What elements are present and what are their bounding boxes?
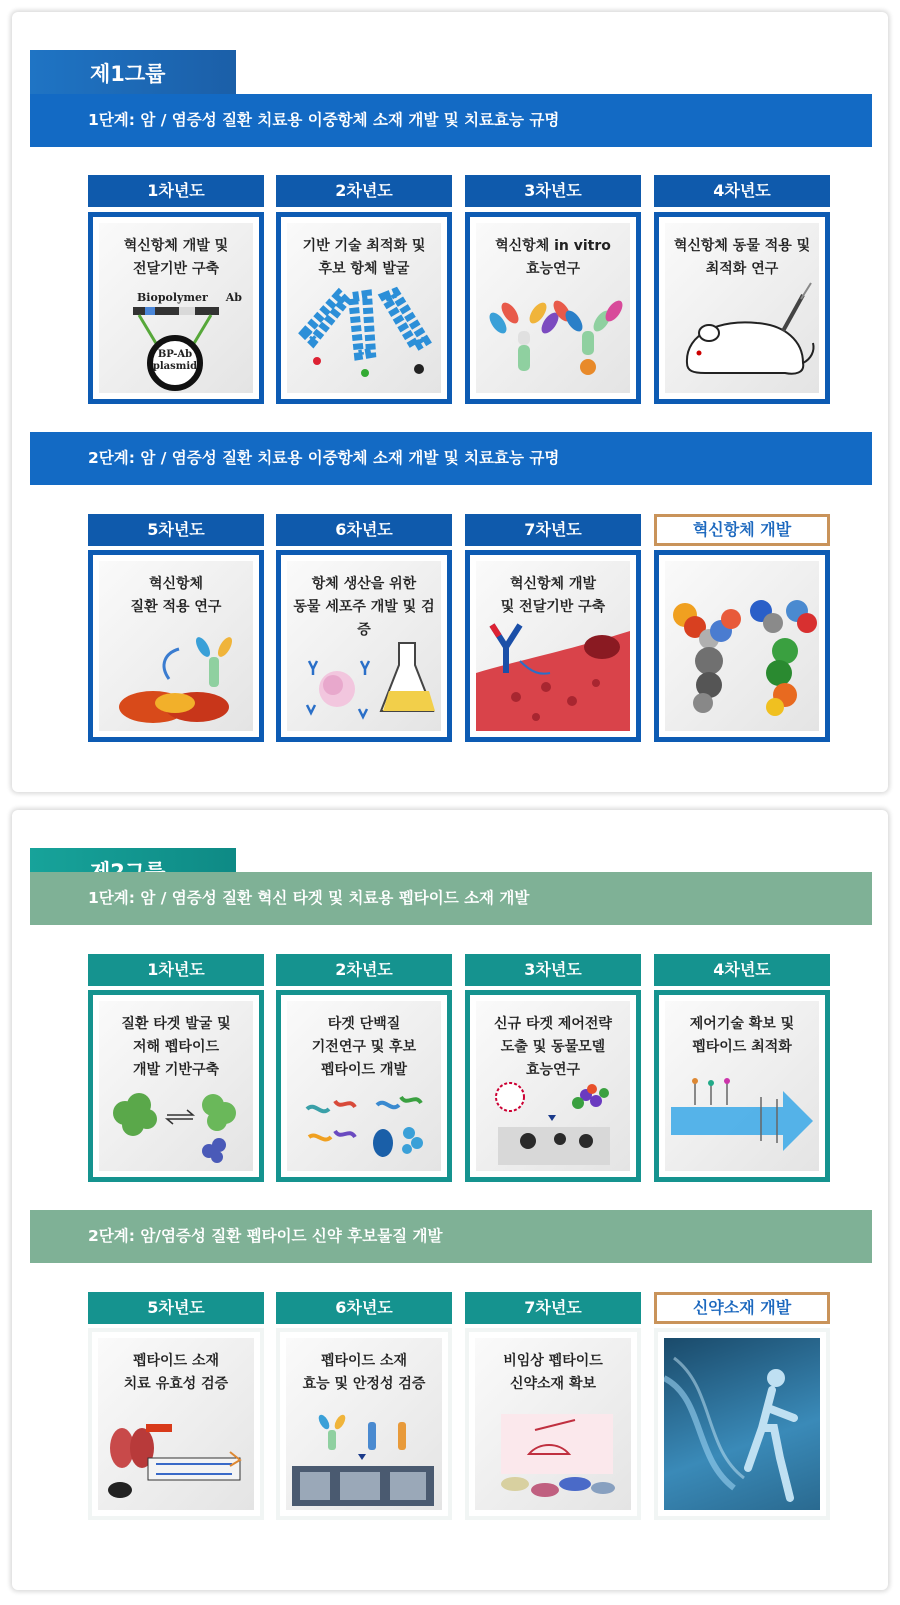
g2-card-year-4 [654,990,830,1182]
g2-card-5-text: 펩타이드 소재 치료 유효성 검증 [123,1353,229,1392]
g1-goal-label: 혁신항체 개발 [654,514,830,546]
g1-card-4-text: 혁신항체 동물 적용 및 최적화 연구 [673,238,811,277]
g1-year-5-label: 5차년도 [88,514,264,546]
plasmid-label-biopolymer: Biopolymer Ab [137,291,242,304]
g2-card-year-7 [465,1328,641,1520]
g1-card-year-4 [654,212,830,404]
g2-year-4-label: 4차년도 [654,954,830,986]
g1-card-year-2 [276,212,452,404]
g1-year-2-label: 2차년도 [276,175,452,207]
group1-title: 제1그룹 [30,50,236,98]
g2-card-year-1 [88,990,264,1182]
g1-card-year-6 [276,550,452,742]
g2-goal-label: 신약소재 개발 [654,1292,830,1324]
group1-panel [12,12,888,792]
g1-year-1-label: 1차년도 [88,175,264,207]
g2-card-year-3 [465,990,641,1182]
g2-card-6-text: 펩타이드 소재 효능 및 안정성 검증 [302,1353,426,1392]
g1-card-6-text: 항체 생산을 위한 동물 세포주 개발 및 검증 [293,576,435,638]
g1-card-7-text: 혁신항체 개발 및 전달기반 구축 [500,576,606,615]
g1-card-year-5 [88,550,264,742]
g2-card-7-text: 비임상 펩타이드 신약소재 확보 [503,1353,603,1392]
g1-card-1-text: 혁신항체 개발 및 전달기반 구축 [123,238,229,277]
g2-card-year-2 [276,990,452,1182]
g2-year-1-label: 1차년도 [88,954,264,986]
group2-panel [12,810,888,1590]
g1-card-5-text: 혁신항체 질환 적용 연구 [130,576,222,615]
g2-card-3-text: 신규 타겟 제어전략 도출 및 동물모델 효능연구 [494,1016,612,1078]
protein-structure-icon [665,561,819,731]
g1-year-6-label: 6차년도 [276,514,452,546]
g2-card-2-text: 타겟 단백질 기전연구 및 후보 펩타이드 개발 [311,1016,417,1078]
g2-card-goal [654,1328,830,1520]
g1-year-7-label: 7차년도 [465,514,641,546]
g2-year-5-label: 5차년도 [88,1292,264,1324]
g2-year-6-label: 6차년도 [276,1292,452,1324]
group2-stage1-bar: 1단계: 암 / 염증성 질환 혁신 타겟 및 치료용 펩타이드 소재 개발 [30,872,872,925]
g1-card-year-3 [465,212,641,404]
group1-stage1-bar: 1단계: 암 / 염증성 질환 치료용 이중항체 소재 개발 및 치료효능 규명 [30,94,872,147]
g1-year-4-label: 4차년도 [654,175,830,207]
group2-stage2-bar: 2단계: 암/염증성 질환 펩타이드 신약 후보물질 개발 [30,1210,872,1263]
plasmid-label-bp-ab: BP-Ab plasmid [152,349,198,372]
g2-card-4-text: 제어기술 확보 및 펩타이드 최적화 [689,1016,795,1055]
g2-year-7-label: 7차년도 [465,1292,641,1324]
g1-card-goal [654,550,830,742]
g2-year-3-label: 3차년도 [465,954,641,986]
g1-card-year-7 [465,550,641,742]
g2-card-year-6 [276,1328,452,1520]
g1-card-year-1 [88,212,264,404]
g2-year-2-label: 2차년도 [276,954,452,986]
g2-card-1-text: 질환 타겟 발굴 및 저해 펩타이드 개발 기반구축 [121,1016,231,1078]
human-body-icon [664,1338,818,1508]
group1-stage2-bar: 2단계: 암 / 염증성 질환 치료용 이중항체 소재 개발 및 치료효능 규명 [30,432,872,485]
g1-card-3-text: 혁신항체 in vitro 효능연구 [495,238,611,277]
g1-card-2-text: 기반 기술 최적화 및 후보 항체 발굴 [302,238,426,277]
g1-year-3-label: 3차년도 [465,175,641,207]
g2-card-year-5 [88,1328,264,1520]
